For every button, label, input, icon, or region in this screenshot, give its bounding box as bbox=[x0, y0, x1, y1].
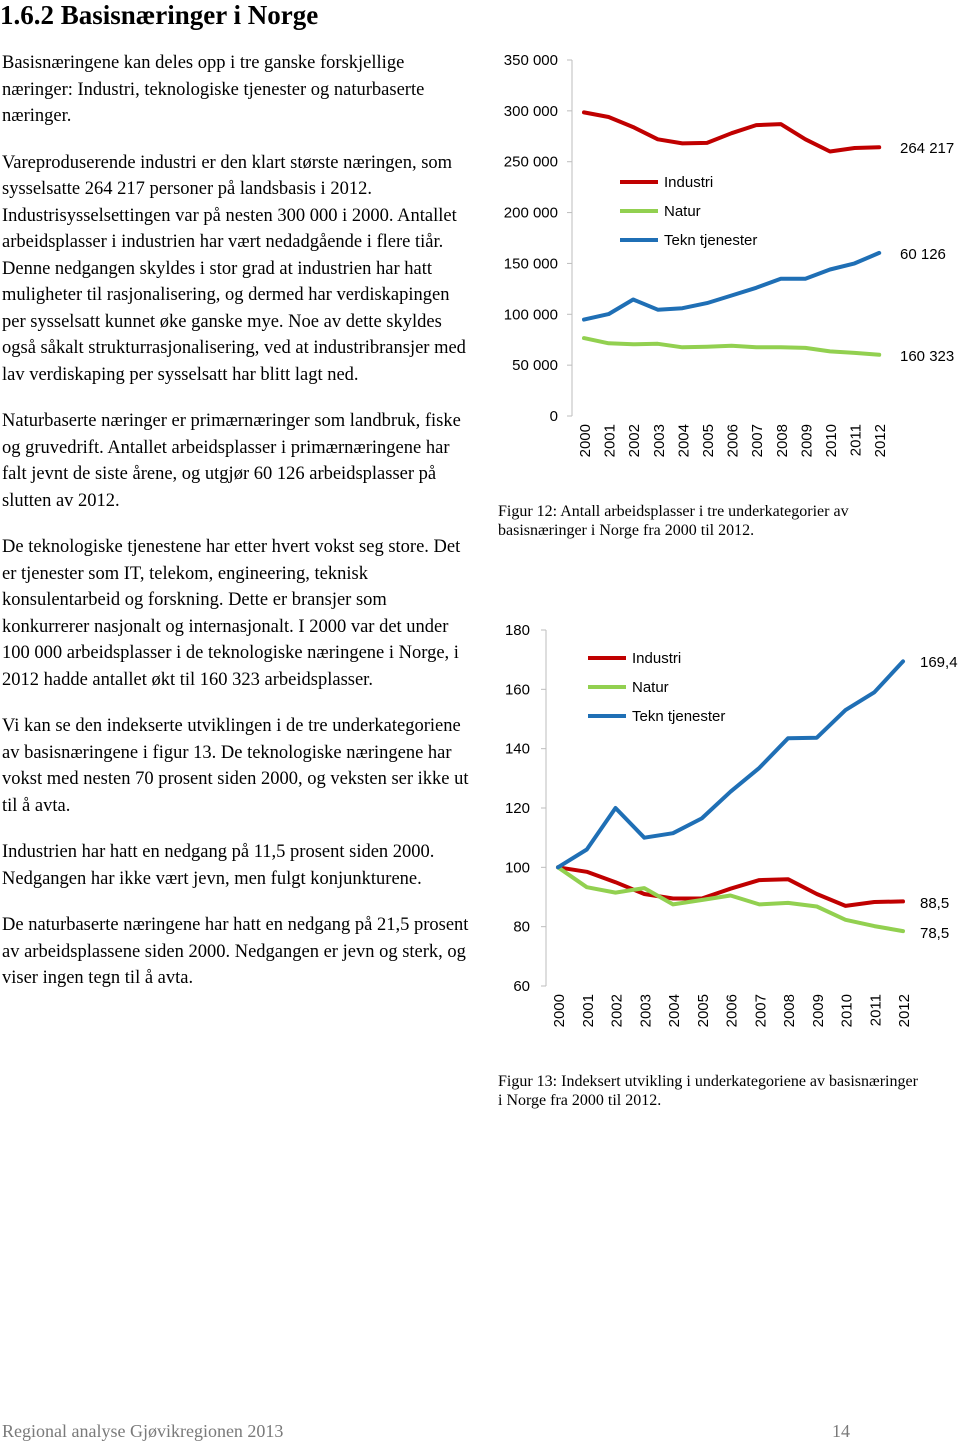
footer-page-number: 14 bbox=[832, 1421, 850, 1441]
chart-index bbox=[480, 610, 960, 1040]
chart2-series-natur-line bbox=[558, 867, 903, 931]
chart2-y-tick-label: 140 bbox=[504, 740, 530, 758]
chart1-y-tick-label: 350 000 bbox=[503, 52, 558, 69]
chart-employment bbox=[480, 40, 960, 480]
chart2-x-tick-label: 2004 bbox=[666, 994, 683, 1028]
chart1-x-tick-label: 2004 bbox=[675, 424, 693, 458]
chart2-x-tick-label: 2011 bbox=[867, 994, 885, 1027]
chart1-x-tick-label: 2003 bbox=[650, 424, 668, 458]
chart2-x-tick-label: 2001 bbox=[579, 994, 597, 1028]
chart1-x-tick-label: 2001 bbox=[601, 424, 619, 458]
chart1-x-tick-label: 2012 bbox=[872, 424, 890, 458]
paragraph-indeks: Vi kan se den indekserte utviklingen i de tre underkategoriene av basisnæringene i figur 13. De teknologiske næringene har vokst med nesten 70 prosent siden 2000, og veksten ser ikke ut til å avta. bbox=[2, 716, 469, 816]
chart2-series-tekn-tjenester-line bbox=[558, 661, 903, 867]
paragraph-natur: Naturbaserte næringer er primærnæringer som landbruk, fiske og gruvedrift. Antallet arbeidsplasser i primærnæringene har falt jevnt de siste årene, og utgjør 60 126 arbeidsplasser på slutten av 2012. bbox=[2, 411, 461, 511]
footer-report-title: Regional analyse Gjøvikregionen 2013 bbox=[2, 1421, 284, 1441]
chart1-y-tick-label: 100 000 bbox=[503, 306, 558, 324]
chart1-y-tick-label: 0 bbox=[549, 408, 558, 425]
chart2-x-tick-label: 2008 bbox=[781, 994, 798, 1028]
chart2-x-tick-label: 2009 bbox=[809, 994, 827, 1028]
chart1-y-tick-label: 150 000 bbox=[503, 255, 558, 273]
paragraph-intro: Basisnæringene kan deles opp i tre ganske forskjellige næringer: Industri, teknologiske tjenester og naturbaserte næringer. bbox=[2, 53, 425, 126]
chart1-x-tick-label: 2008 bbox=[773, 424, 791, 458]
chart1-y-tick-label: 300 000 bbox=[503, 102, 558, 120]
chart1-x-tick-label: 2002 bbox=[626, 424, 644, 458]
chart1-x-tick-label: 2005 bbox=[700, 424, 717, 458]
figure-12-caption: Figur 12: Antall arbeidsplasser i tre underkategorier av basisnæringer i Norge fra 2000 til 2012. bbox=[498, 503, 849, 539]
chart2-end-label: 88,5 bbox=[920, 895, 950, 912]
chart1-y-tick-label: 200 000 bbox=[503, 204, 558, 222]
chart1-legend-label: Natur bbox=[664, 203, 701, 220]
figure-13-caption: Figur 13: Indeksert utvikling i underkategoriene av basisnæringer i Norge fra 2000 til 2012. bbox=[498, 1073, 918, 1109]
chart1-x-tick-label: 2011 bbox=[847, 424, 865, 457]
chart1-legend-label: Tekn tjenester bbox=[664, 232, 758, 249]
chart1-x-tick-label: 2010 bbox=[823, 424, 840, 458]
chart1-legend-label: Industri bbox=[664, 174, 714, 191]
chart1-y-tick-label: 50 000 bbox=[512, 357, 558, 375]
chart1-end-label: 160 323 bbox=[900, 348, 955, 365]
paragraph-industri-nedgang: Industrien har hatt en nedgang på 11,5 prosent siden 2000. Nedgangen har ikke vært jevn, men fulgt konjunkturene. bbox=[2, 842, 435, 889]
chart2-y-tick-label: 160 bbox=[504, 681, 530, 699]
chart2-x-tick-label: 2005 bbox=[694, 994, 712, 1028]
paragraph-industri: Vareproduserende industri er den klart største næringen, som sysselsatte 264 217 personer på landsbasis i 2012. Industrisysselsettingen var på nesten 300 000 i 2000. Antallet arbeidsplasser i industrien har vært nedadgående i flere tiår. Denne nedgangen skyldes i stor grad at industrien har hatt muligheter til rasjonalisering, og dermed har verdiskapingen per sysselsatt kunnet øke ganske mye. Noe av dette skyldes også såkalt strukturrasjonalisering, ved at industribransjer med lav verdiskaping per sysselsatt har blitt lagt ned. bbox=[2, 152, 466, 385]
chart2-legend-label: Tekn tjenester bbox=[632, 708, 726, 725]
chart2-x-tick-label: 2010 bbox=[838, 994, 856, 1028]
chart2-legend-label: Natur bbox=[632, 679, 669, 696]
chart1-x-tick-label: 2009 bbox=[798, 424, 816, 458]
chart1-x-tick-label: 2007 bbox=[749, 424, 767, 458]
chart2-x-tick-label: 2002 bbox=[608, 994, 626, 1028]
chart2-y-tick-label: 60 bbox=[513, 978, 530, 995]
chart1-x-tick-label: 2006 bbox=[724, 424, 742, 458]
chart1-y-tick-label: 250 000 bbox=[503, 153, 558, 171]
chart2-y-tick-label: 180 bbox=[504, 622, 530, 639]
chart2-end-label: 169,4 bbox=[920, 654, 958, 671]
chart1-series-natur-line bbox=[584, 338, 879, 355]
chart1-x-tick-label: 2000 bbox=[577, 424, 594, 458]
chart1-end-label: 264 217 bbox=[900, 140, 955, 157]
body-text bbox=[2, 50, 472, 1012]
chart2-series-industri-line bbox=[558, 867, 903, 906]
chart2-x-tick-label: 2003 bbox=[637, 994, 655, 1028]
section-heading: 1.6.2 Basisnæringer i Norge bbox=[0, 0, 319, 30]
paragraph-natur-nedgang: De naturbaserte næringene har hatt en nedgang på 21,5 prosent av arbeidsplassene siden 2000. Nedgangen er jevn og sterk, og viser ingen tegn til å avta. bbox=[2, 915, 469, 988]
chart2-y-tick-label: 120 bbox=[504, 800, 530, 817]
chart2-x-tick-label: 2006 bbox=[723, 994, 741, 1028]
chart2-x-tick-label: 2012 bbox=[896, 994, 913, 1028]
chart2-end-label: 78,5 bbox=[920, 925, 950, 942]
chart2-y-tick-label: 100 bbox=[504, 859, 530, 877]
chart2-legend-label: Industri bbox=[632, 650, 682, 667]
chart1-series-tekn-tjenester-line bbox=[584, 253, 879, 320]
chart2-y-tick-label: 80 bbox=[513, 918, 530, 936]
paragraph-tekn: De teknologiske tjenestene har etter hvert vokst seg store. Det er tjenester som IT, telekom, engineering, teknisk konsulentarbeid og forskning. Dette er bransjer som konkurrerer nasjonalt og internasjonalt. I 2000 var det under 100 000 arbeidsplasser i de teknologiske næringene i Norge, i 2012 hadde antallet økt til 160 323 arbeidsplasser. bbox=[2, 537, 461, 690]
chart2-x-tick-label: 2007 bbox=[752, 994, 770, 1028]
chart2-x-tick-label: 2000 bbox=[551, 994, 568, 1028]
chart1-end-label: 60 126 bbox=[900, 246, 946, 263]
chart1-series-industri-line bbox=[584, 112, 879, 151]
